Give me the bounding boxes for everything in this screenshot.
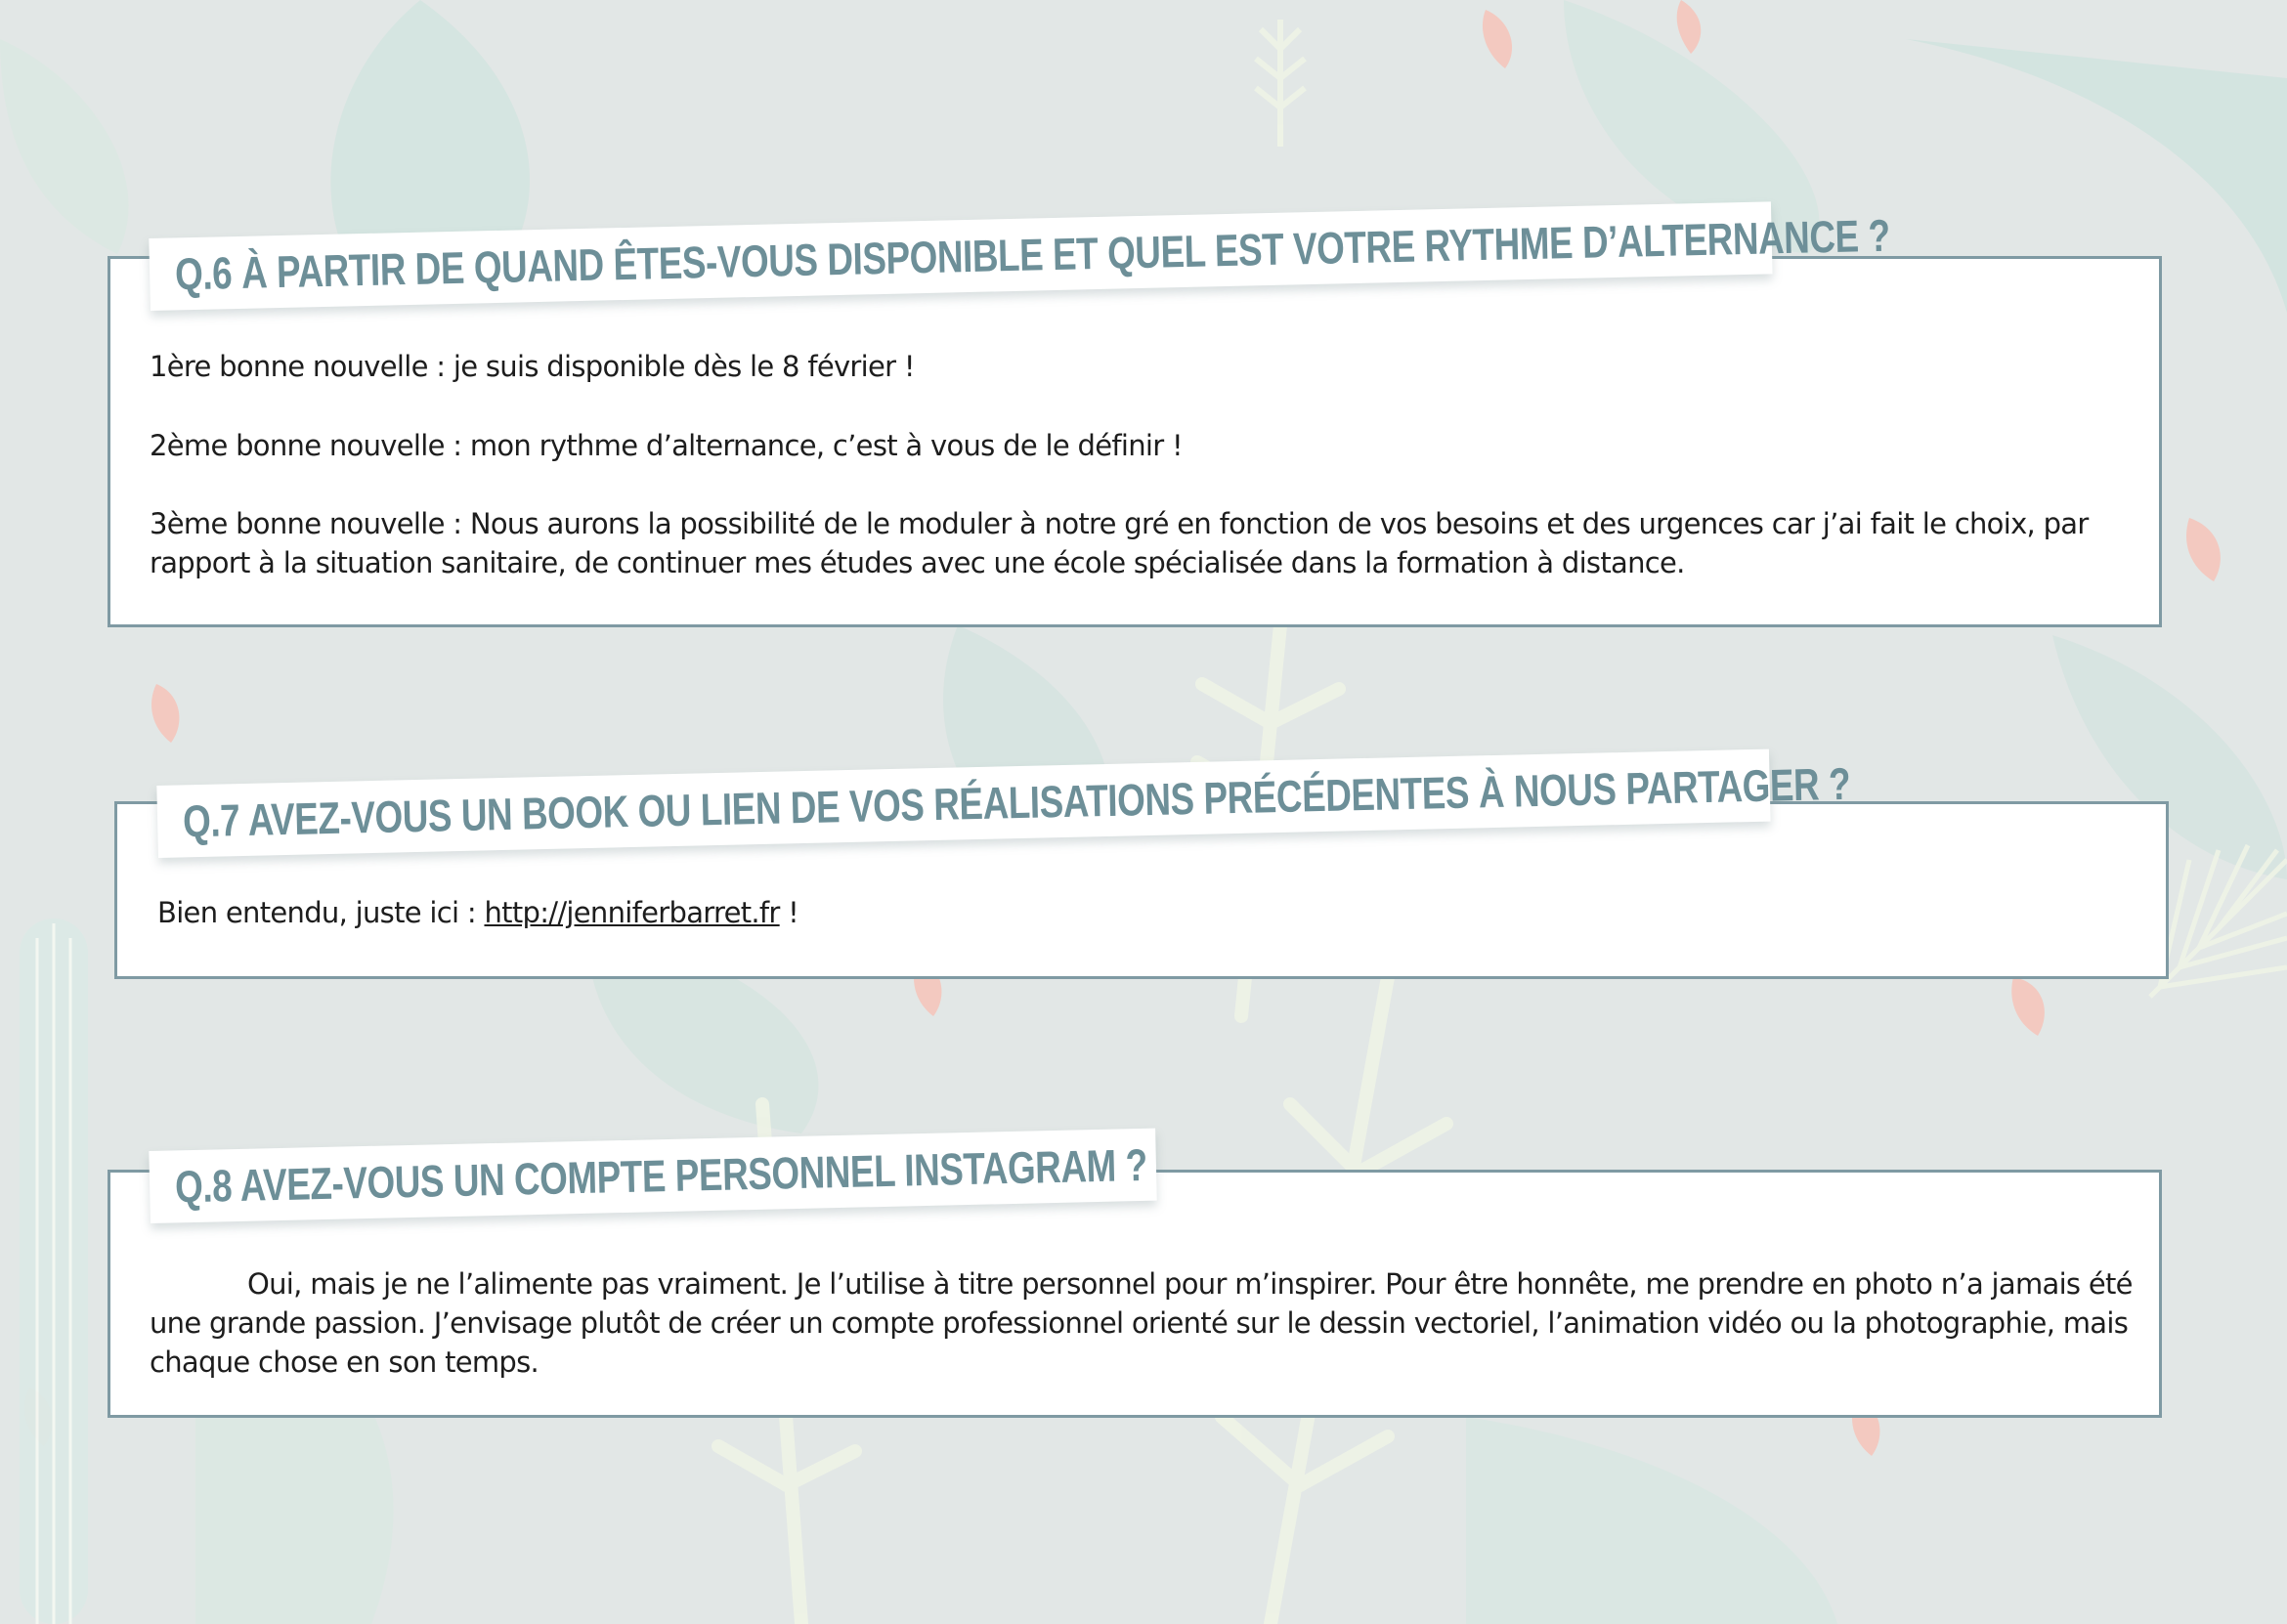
answer-paragraph-q6-3: 3ème bonne nouvelle : Nous aurons la possibilité de le moduler à notre gré en fonction de vos besoins et des urgences car j’ai fait le choix, par rapport à la situation sanitaire, de continuer mes études avec une école spécialisée dans la formation à distance. <box>150 507 2089 579</box>
answer-paragraph-q6-1: 1ère bonne nouvelle : je suis disponible dès le 8 février ! <box>150 350 915 383</box>
answer-paragraph-q6-2: 2ème bonne nouvelle : mon rythme d’alternance, c’est à vous de le définir ! <box>150 429 1183 462</box>
question-title-q7: Q.7 AVEZ-VOUS UN BOOK OU LIEN DE VOS RÉALISATIONS PRÉCÉDENTES À NOUS PARTAGER ? <box>182 757 1851 847</box>
answer-paragraph-q8: Oui, mais je ne l’alimente pas vraiment. Je l’utilise à titre personnel pour m’inspirer. Pour être honnête, me prendre en photo n’a jamais été une grande passion. J’envisage plutôt de créer un compte professionnel orienté sur le dessin vectoriel, l’animation vidéo ou la photographie, mais chaque chose en son temps. <box>150 1267 2133 1379</box>
answer-suffix-q7: ! <box>779 896 799 929</box>
portfolio-link[interactable]: http://jenniferbarret.fr <box>484 896 780 929</box>
answer-paragraph-q7 <box>157 893 2112 932</box>
question-title-q8: Q.8 AVEZ-VOUS UN COMPTE PERSONNEL INSTAGRAM ? <box>174 1138 1148 1213</box>
question-title-q6: Q.6 À PARTIR DE QUAND ÊTES-VOUS DISPONIBLE ET QUEL EST VOTRE RYTHME D’ALTERNANCE ? <box>174 209 1891 300</box>
cactus-illustration <box>20 919 88 1624</box>
answer-text-q7: Bien entendu, juste ici : <box>157 896 485 929</box>
